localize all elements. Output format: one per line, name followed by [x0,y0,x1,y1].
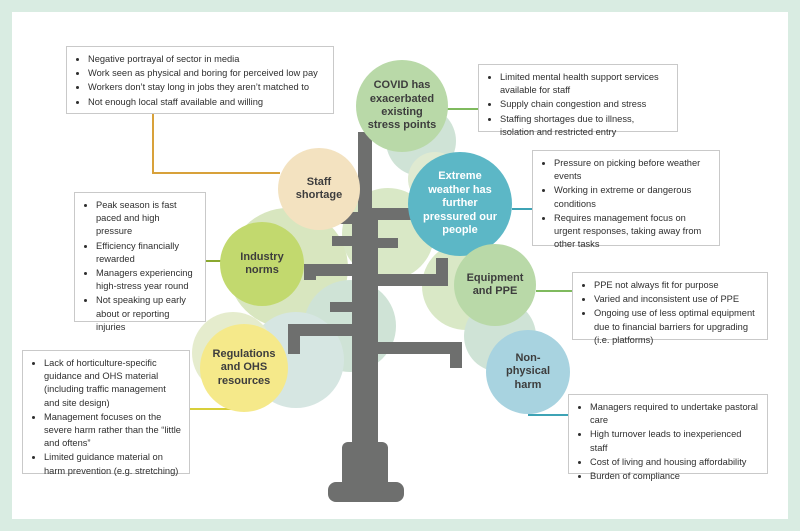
list-item: • Not speaking up early about or reporting injuries [96,294,197,334]
callout-covid [478,64,678,137]
callout-extreme-weather-list [541,157,711,251]
list-item: • Negative portrayal of sector in media [88,53,325,66]
branch-regulations-v [288,324,300,354]
callout-equipment-ppe-list [581,279,759,347]
node-extreme-weather[interactable] [408,152,512,256]
list-item: • Varied and inconsistent use of PPE [594,293,759,306]
list-item: • Requires management focus on urgent responses, taking away from other tasks [554,212,711,252]
connector-staff-shortage-h [152,172,280,174]
list-item: • Managers required to undertake pastoral care [590,401,759,427]
node-regulations-label: Regulations and OHS resources [212,347,276,387]
tree-trunk-flare [342,442,388,492]
list-item: • Work seen as physical and boring for perceived low pay [88,67,325,80]
frame-left-border [0,0,12,531]
node-extreme-weather-label: Extreme weather has further pressured our people [423,170,497,237]
callout-covid-list [487,71,669,139]
callout-regulations-list [31,357,181,478]
callout-staff-shortage [66,46,334,114]
branch-industry-norms-v [304,264,316,280]
callout-staff-shortage-list [75,53,325,109]
list-item: • Supply chain congestion and stress [500,98,669,111]
node-equipment-ppe[interactable] [454,244,536,326]
list-item: • Management focuses on the severe harm rather than the “little and oftens” [44,411,181,451]
list-item: • Ongoing use of less optimal equipment due to financial barriers for upgrading (i.e. platforms) [594,307,759,347]
branch-equipment-ppe-v [436,258,448,286]
list-item: • Lack of horticulture-specific guidance and OHS material (including traffic management and site design) [44,357,181,410]
node-non-physical-harm-label: Non-physical harm [505,351,551,391]
list-item: • Pressure on picking before weather events [554,157,711,183]
list-item: • Working in extreme or dangerous conditions [554,184,711,210]
list-item: • Not enough local staff available and willing [88,96,325,109]
branch-stub-left-lower [330,302,356,312]
list-item: • High turnover leads to inexperienced staff [590,428,759,454]
callout-industry-norms-list [83,199,197,334]
node-staff-shortage-label: Staff shortage [295,175,343,201]
node-equipment-ppe-label: Equipment and PPE [466,271,524,297]
branch-non-physical-harm-h [368,342,462,354]
callout-extreme-weather [532,150,720,250]
tree-diagram [12,12,788,519]
callout-non-physical-harm [568,394,768,481]
callout-industry-norms [74,192,206,332]
frame-bottom-border [0,519,800,531]
node-covid-label: COVID has exacerbated existing stress points [367,79,437,132]
node-covid[interactable] [356,60,448,152]
list-item: • Limited guidance material on harm prevention (e.g. stretching) [44,451,181,477]
node-industry-norms[interactable] [220,222,304,306]
frame-top-border [0,0,800,12]
node-non-physical-harm[interactable] [486,330,570,414]
branch-stub-left-upper [332,236,356,246]
list-item: • Workers don’t stay long in jobs they aren’t matched to [88,81,325,94]
list-item: • Staffing shortages due to illness, isolation and restricted entry [500,113,669,139]
callout-regulations [22,350,190,474]
connector-staff-shortage [152,112,154,174]
callout-non-physical-harm-list [577,401,759,483]
list-item: • Peak season is fast paced and high pressure [96,199,197,239]
list-item: • Burden of compliance [590,470,759,483]
node-regulations[interactable] [200,324,288,412]
list-item: • Limited mental health support services available for staff [500,71,669,97]
list-item: • PPE not always fit for purpose [594,279,759,292]
callout-equipment-ppe [572,272,768,345]
branch-stub-right-upper [372,238,398,248]
node-industry-norms-label: Industry norms [240,250,284,276]
list-item: • Efficiency financially rewarded [96,240,197,266]
connector-non-physical-harm-h [528,414,572,416]
frame-right-border [788,0,800,531]
branch-non-physical-harm-v [450,342,462,368]
list-item: • Managers experiencing high-stress year round [96,267,197,293]
node-staff-shortage[interactable] [278,148,360,230]
list-item: • Cost of living and housing affordability [590,456,759,469]
